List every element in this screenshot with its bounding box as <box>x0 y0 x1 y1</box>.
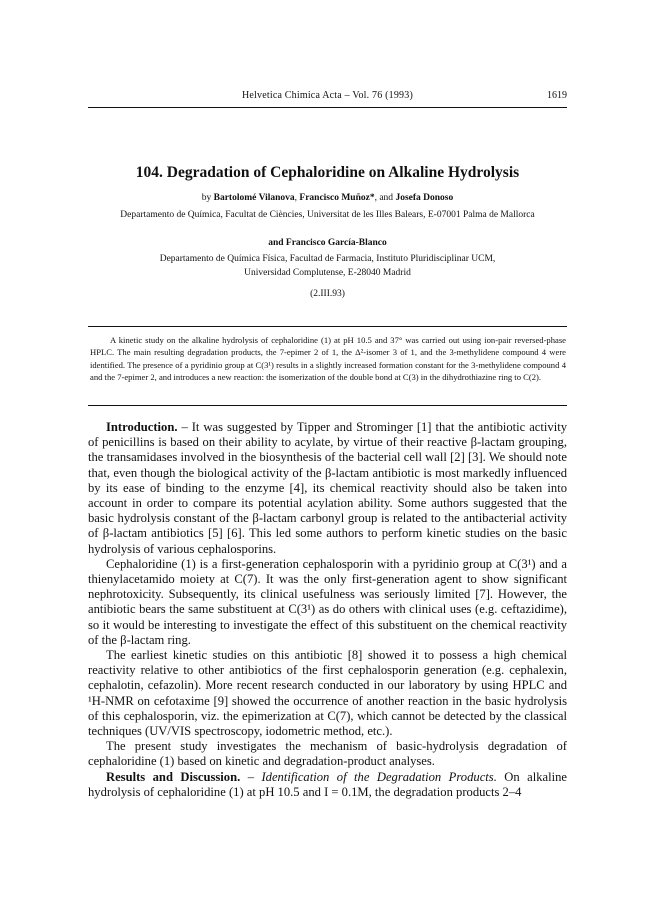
subsection-heading: Identification of the Degradation Products. <box>261 769 497 784</box>
section-heading-results: Results and Discussion. <box>106 769 241 784</box>
received-date: (2.III.93) <box>310 289 345 299</box>
affiliation-2-line-2: Universidad Complutense, E-28040 Madrid <box>244 268 411 278</box>
article-title: 104. Degradation of Cephaloridine on Alkaline Hydrolysis <box>135 164 520 181</box>
results-dash: – <box>240 769 262 784</box>
journal-running-title: Helvetica Chimica Acta – Vol. 76 (1993) <box>241 90 413 101</box>
paragraph-cephaloridine: Cephaloridine (1) is a first-generation cephalosporin with a pyridinio group at C(3¹) and a thienylacetamido moiety at C(7). It was the only first-generation agent to show significant nephrotoxicity. Subsequently, its clinical usefulness was seriously limited [7]. However, the antibiotic bears the same substituent at C(3¹) as do others with clinical uses (e.g. ceftazidime), so it would be interesting to investigate the effect of this substituent on the chemical reactivity of the β-lactam ring. <box>88 556 567 647</box>
affiliation-2-line-1: Departamento de Química Física, Facultad de Farmacia, Instituto Pluridisciplinar UCM, <box>159 254 496 264</box>
abstract-top-rule <box>88 326 567 327</box>
running-head <box>88 90 567 104</box>
intro-paragraph <box>88 420 567 557</box>
paragraph-earliest-studies: The earliest kinetic studies on this antibiotic [8] showed it to possess a high chemical reactivity relative to other antibiotics of the first cephalosporin generation (e.g. cephalexin, cephalotin, cefazolin). More recent research conducted in our laboratory by using HPLC and ¹H-NMR on cefotaxime [9] showed the occurrence of another reaction in the basic hydrolysis of this cephalosporin, viz. the epimerization at C(7), which cannot be detected by the classical techniques (UV/VIS spectroscopy, iodometric method, etc.). <box>88 648 567 739</box>
section-heading-introduction: Introduction. <box>106 420 178 434</box>
abstract <box>90 334 566 384</box>
affiliation-2 <box>60 252 595 280</box>
affiliation-1: Departamento de Química, Facultat de Ciències, Universitat de les Illes Balears, E-07001 Palma de Mallorca <box>120 210 535 220</box>
additional-author: and Francisco García-Blanco <box>268 238 387 248</box>
author-name: Josefa Donoso <box>395 193 454 203</box>
header-rule <box>88 107 567 108</box>
article-body <box>88 420 567 800</box>
paragraph-present-study: The present study investigates the mechanism of basic-hydrolysis degradation of cephaloridine (1) based on kinetic and degradation-product analyses. <box>88 739 567 769</box>
abstract-text: A kinetic study on the alkaline hydrolysis of cephaloridine (1) at pH 10.5 and 37° was carried out using ion-pair reversed-phase HPLC. The main resulting degradation products, the 7-epimer 2 of 1, the Δ²-isomer 3 of 1, and the 3-methylidene compound 4 were identified. The presence of a pyridinio group at C(3¹) results in a slightly increased formation constant for the 3-methylidene compound 4 and the 7-epimer 2, and introduces a new reaction: the isomerization of the double bond at C(3) in the dihydrothiazine ring to C(2). <box>90 335 566 383</box>
abstract-bottom-rule <box>88 405 567 406</box>
author-name: Bartolomé Vilanova <box>213 193 295 203</box>
authors-prefix: by <box>201 193 214 203</box>
page-number: 1619 <box>547 90 567 101</box>
results-text: On alkaline hydrolysis of cephaloridine (1) at pH 10.5 and I = 0.1M, the degradation products 2–4 <box>88 769 568 799</box>
intro-text: – It was suggested by Tipper and Strominger [1] that the antibiotic activity of penicillins is based on their ability to acylate, by virtue of their reactive β-lactam grouping, the transamidases involved in the biosynthesis of the bacterial cell wall [2] [3]. We should note that, even though the biological activity of the β-lactam antibiotic is most markedly influenced by its ease of binding to the enzyme [4], its chemical reactivity should also be taken into account in order to compare its potential acylation ability. Some authors suggested that the basic hydrolysis constant of the β-lactam carbonyl group is related to the antibacterial activity of β-lactam antibiotics [5] [6]. This led some authors to perform kinetic studies on the basic hydrolysis of various cephalosporins. <box>88 420 567 556</box>
results-paragraph <box>88 770 567 800</box>
author-name: Francisco Muñoz* <box>299 193 375 203</box>
author-line: by Bartolomé Vilanova, Francisco Muñoz*, and Josefa Donoso <box>201 193 454 203</box>
